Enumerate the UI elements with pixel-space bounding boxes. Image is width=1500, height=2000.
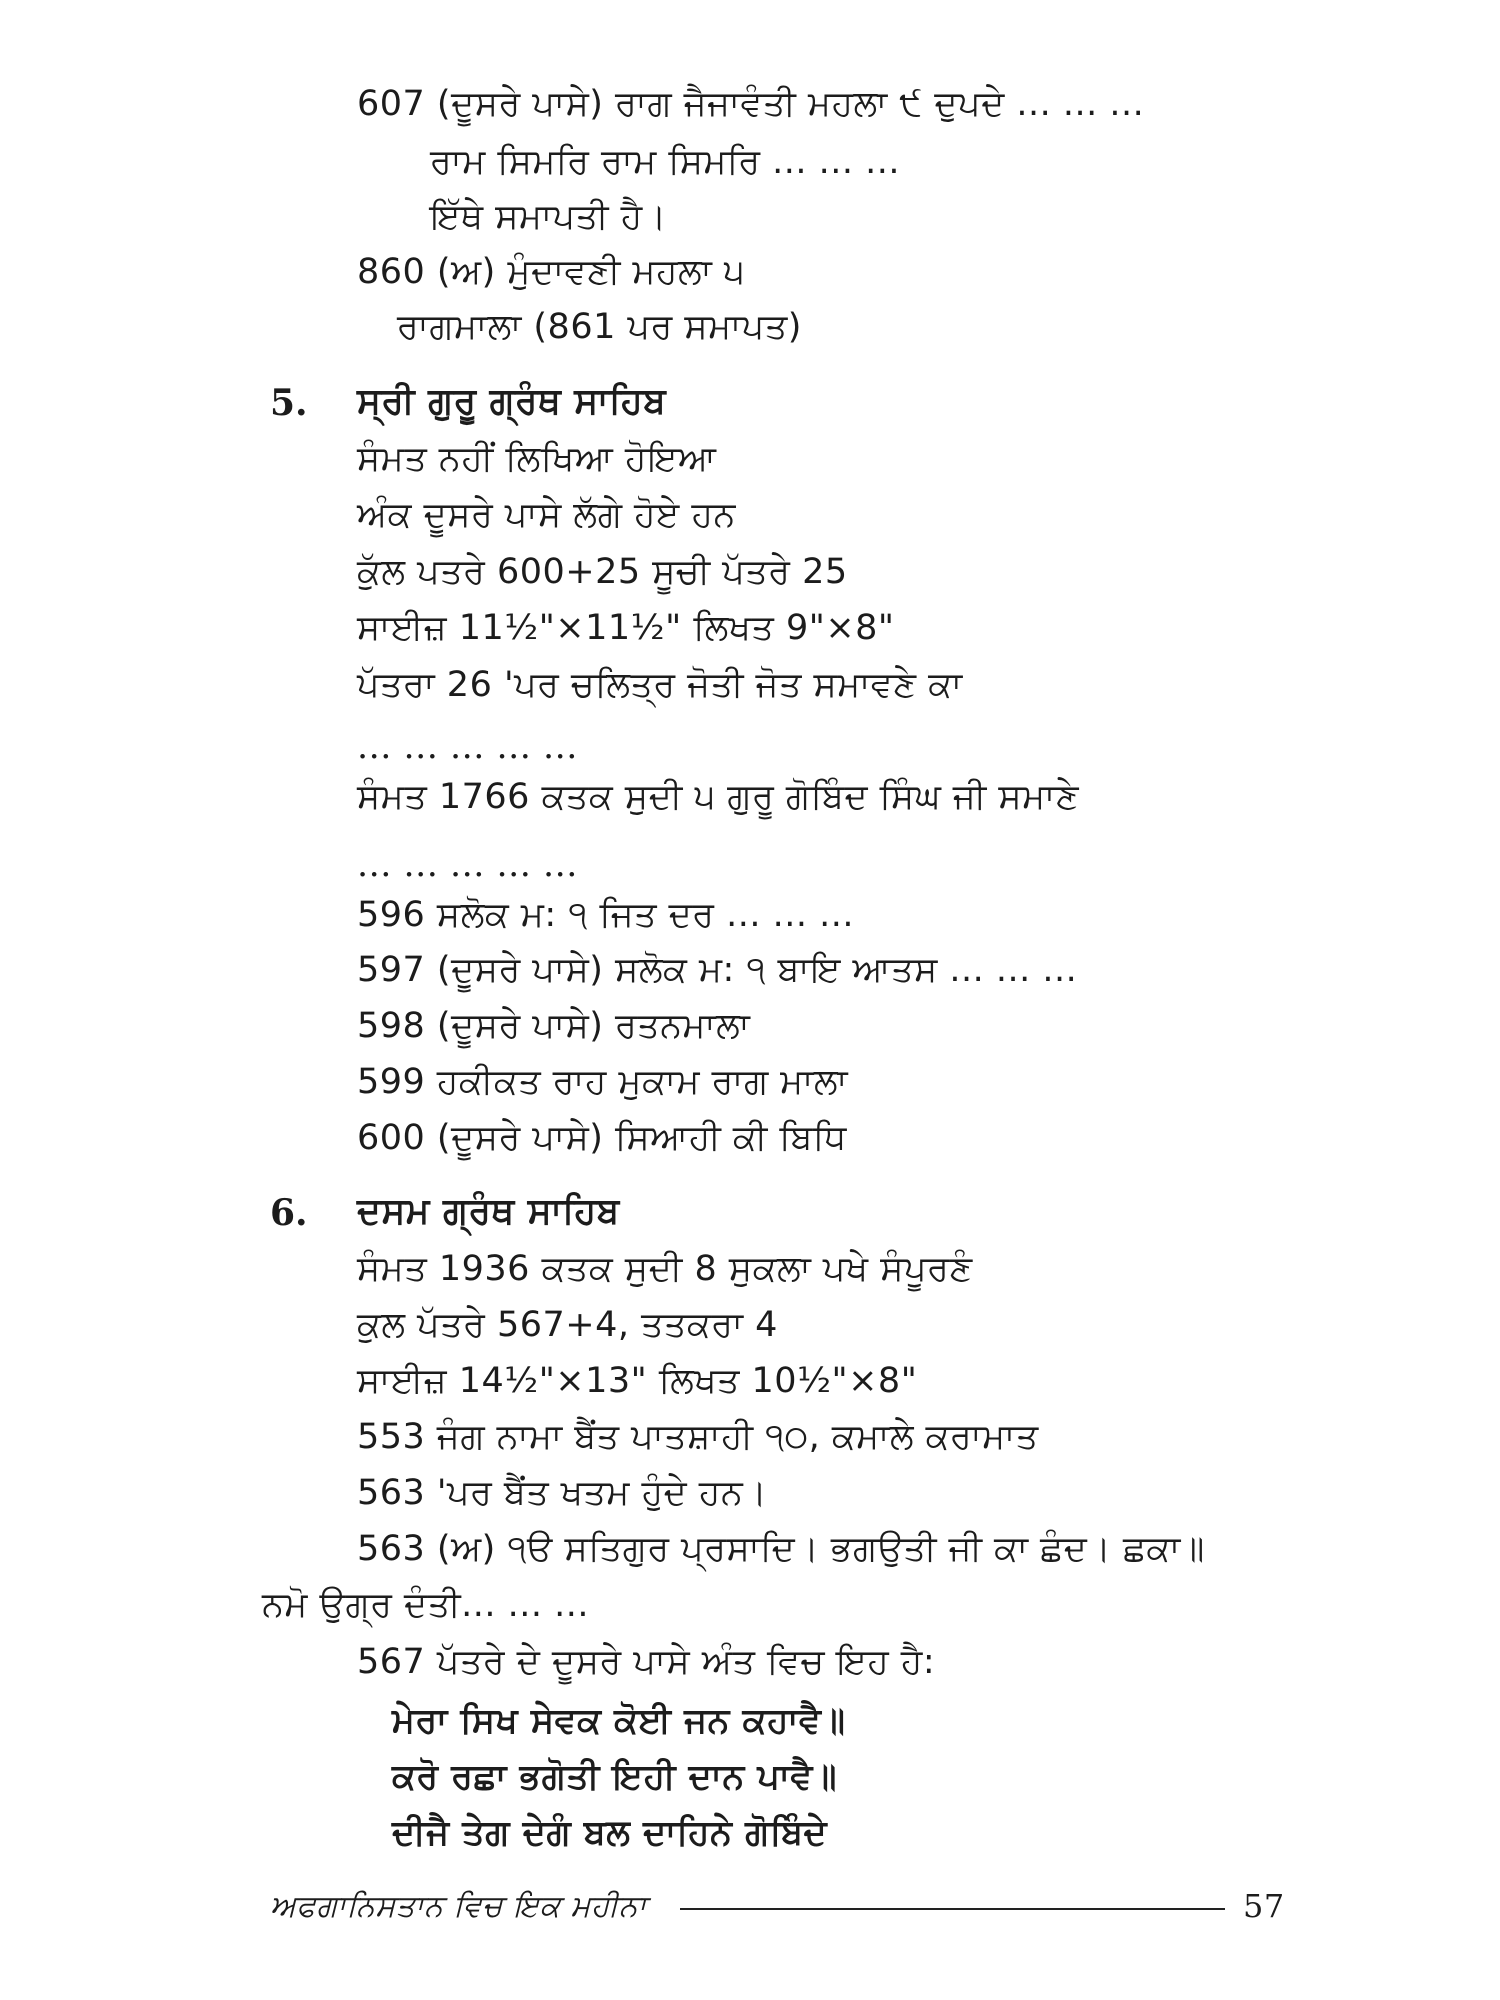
text-line: ਨਮੋ ਉਗ੍ਰ ਦੰਤੀ... ... ... xyxy=(262,1585,590,1625)
text-line: ਪੱਤਰਾ 26 'ਪਰ ਚਲਿਤ੍ਰ ਜੋਤੀ ਜੋਤ ਸਮਾਵਣੇ ਕਾ xyxy=(357,665,963,705)
entry-860: 860 (ਅ) ਮੁੰਦਾਵਣੀ ਮਹਲਾ ੫ xyxy=(357,252,745,292)
text-line: ਅੰਕ ਦੂਸਰੇ ਪਾਸੇ ਲੱਗੇ ਹੋਏ ਹਨ xyxy=(357,495,736,535)
verse-line: ਦੀਜੈ ਤੇਗ ਦੇਗੰ ਬਲ ਦਾਹਿਨੇ ਗੋਬਿੰਦੇ xyxy=(392,1813,828,1853)
footer-rule xyxy=(680,1908,1225,1910)
page-number: 57 xyxy=(1243,1887,1285,1925)
entry-599: 599 ਹਕੀਕਤ ਰਾਹ ਮੁਕਾਮ ਰਾਗ ਮਾਲਾ xyxy=(357,1062,849,1102)
text-line: ਕੁਲ ਪੱਤਰੇ 567+4, ਤਤਕਰਾ 4 xyxy=(357,1305,778,1345)
entry-607-text: ਰਾਮ ਸਿਮਰਿ ਰਾਮ ਸਿਮਰਿ ... ... ... xyxy=(430,142,901,182)
entry-563a: 563 (ਅ) ੧ੳ ਸਤਿਗੁਰ ਪ੍ਰਸਾਦਿ। ਭਗਉਤੀ ਜੀ ਕਾ ਛੰਦ। ਛਕਾ॥ xyxy=(357,1529,1205,1569)
section-number: 6. xyxy=(270,1192,308,1234)
entry-563: 563 'ਪਰ ਬੈਂਤ ਖਤਮ ਹੁੰਦੇ ਹਨ। xyxy=(357,1473,768,1513)
section-number: 5. xyxy=(270,382,308,424)
entry-567: 567 ਪੱਤਰੇ ਦੇ ਦੂਸਰੇ ਪਾਸੇ ਅੰਤ ਵਿਚ ਇਹ ਹੈ: xyxy=(357,1642,936,1682)
entry-553: 553 ਜੰਗ ਨਾਮਾ ਬੈਂਤ ਪਾਤਸ਼ਾਹੀ ੧੦, ਕਮਾਲੇ ਕਰਾਮਾਤ xyxy=(357,1417,1039,1457)
text-line: ਸੰਮਤ 1936 ਕਤਕ ਸੁਦੀ 8 ਸੁਕਲਾ ਪਖੇ ਸੰਪੂਰਣੰ xyxy=(357,1249,973,1289)
entry-596: 596 ਸਲੋਕ ਮ: ੧ ਜਿਤ ਦਰ ... ... ... xyxy=(357,895,855,935)
entry-597: 597 (ਦੂਸਰੇ ਪਾਸੇ) ਸਲੋਕ ਮ: ੧ ਬਾਇ ਆਤਸ ... ... ... xyxy=(357,950,1078,990)
ellipsis-row: ... ... ... ... ... xyxy=(357,727,578,767)
section-heading: ਦਸਮ ਗ੍ਰੰਥ ਸਾਹਿਬ xyxy=(357,1191,620,1232)
entry-598: 598 (ਦੂਸਰੇ ਪਾਸੇ) ਰਤਨਮਾਲਾ xyxy=(357,1006,751,1046)
text-line: ਕੁੱਲ ਪਤਰੇ 600+25 ਸੂਚੀ ਪੱਤਰੇ 25 xyxy=(357,552,848,592)
entry-860-ragmala: ਰਾਗਮਾਲਾ (861 ਪਰ ਸਮਾਪਤ) xyxy=(397,307,802,347)
entry-607-note: ਇੱਥੇ ਸਮਾਪਤੀ ਹੈ। xyxy=(430,197,667,237)
text-line: ਸੰਮਤ ਨਹੀਂ ਲਿਖਿਆ ਹੋਇਆ xyxy=(357,439,717,479)
entry-607: 607 (ਦੂਸਰੇ ਪਾਸੇ) ਰਾਗ ਜੈਜਾਵੰਤੀ ਮਹਲਾ ੯ ਦੁਪਦੇ ... ... ... xyxy=(357,84,1145,124)
text-line: ਸਾਈਜ਼ 11½"×11½" ਲਿਖਤ 9"×8" xyxy=(357,608,895,648)
text-line: ਸੰਮਤ 1766 ਕਤਕ ਸੁਦੀ ੫ ਗੁਰੂ ਗੋਬਿੰਦ ਸਿੰਘ ਜੀ ਸਮਾਣੇ xyxy=(357,777,1080,817)
entry-600: 600 (ਦੂਸਰੇ ਪਾਸੇ) ਸਿਆਹੀ ਕੀ ਬਿਧਿ xyxy=(357,1118,847,1158)
text-line: ਸਾਈਜ਼ 14½"×13" ਲਿਖਤ 10½"×8" xyxy=(357,1361,918,1401)
section-heading: ਸ੍ਰੀ ਗੁਰੂ ਗ੍ਰੰਥ ਸਾਹਿਬ xyxy=(357,381,667,422)
verse-line: ਮੇਰਾ ਸਿਖ ਸੇਵਕ ਕੋਈ ਜਨ ਕਹਾਵੈ॥ xyxy=(392,1701,846,1741)
ellipsis-row: ... ... ... ... ... xyxy=(357,845,578,885)
verse-line: ਕਰੋ ਰਛਾ ਭਗੋਤੀ ਇਹੀ ਦਾਨ ਪਾਵੈ॥ xyxy=(392,1757,837,1797)
running-footer-title: ਅਫਗਾਨਿਸਤਾਨ ਵਿਚ ਇਕ ਮਹੀਨਾ xyxy=(270,1889,647,1924)
